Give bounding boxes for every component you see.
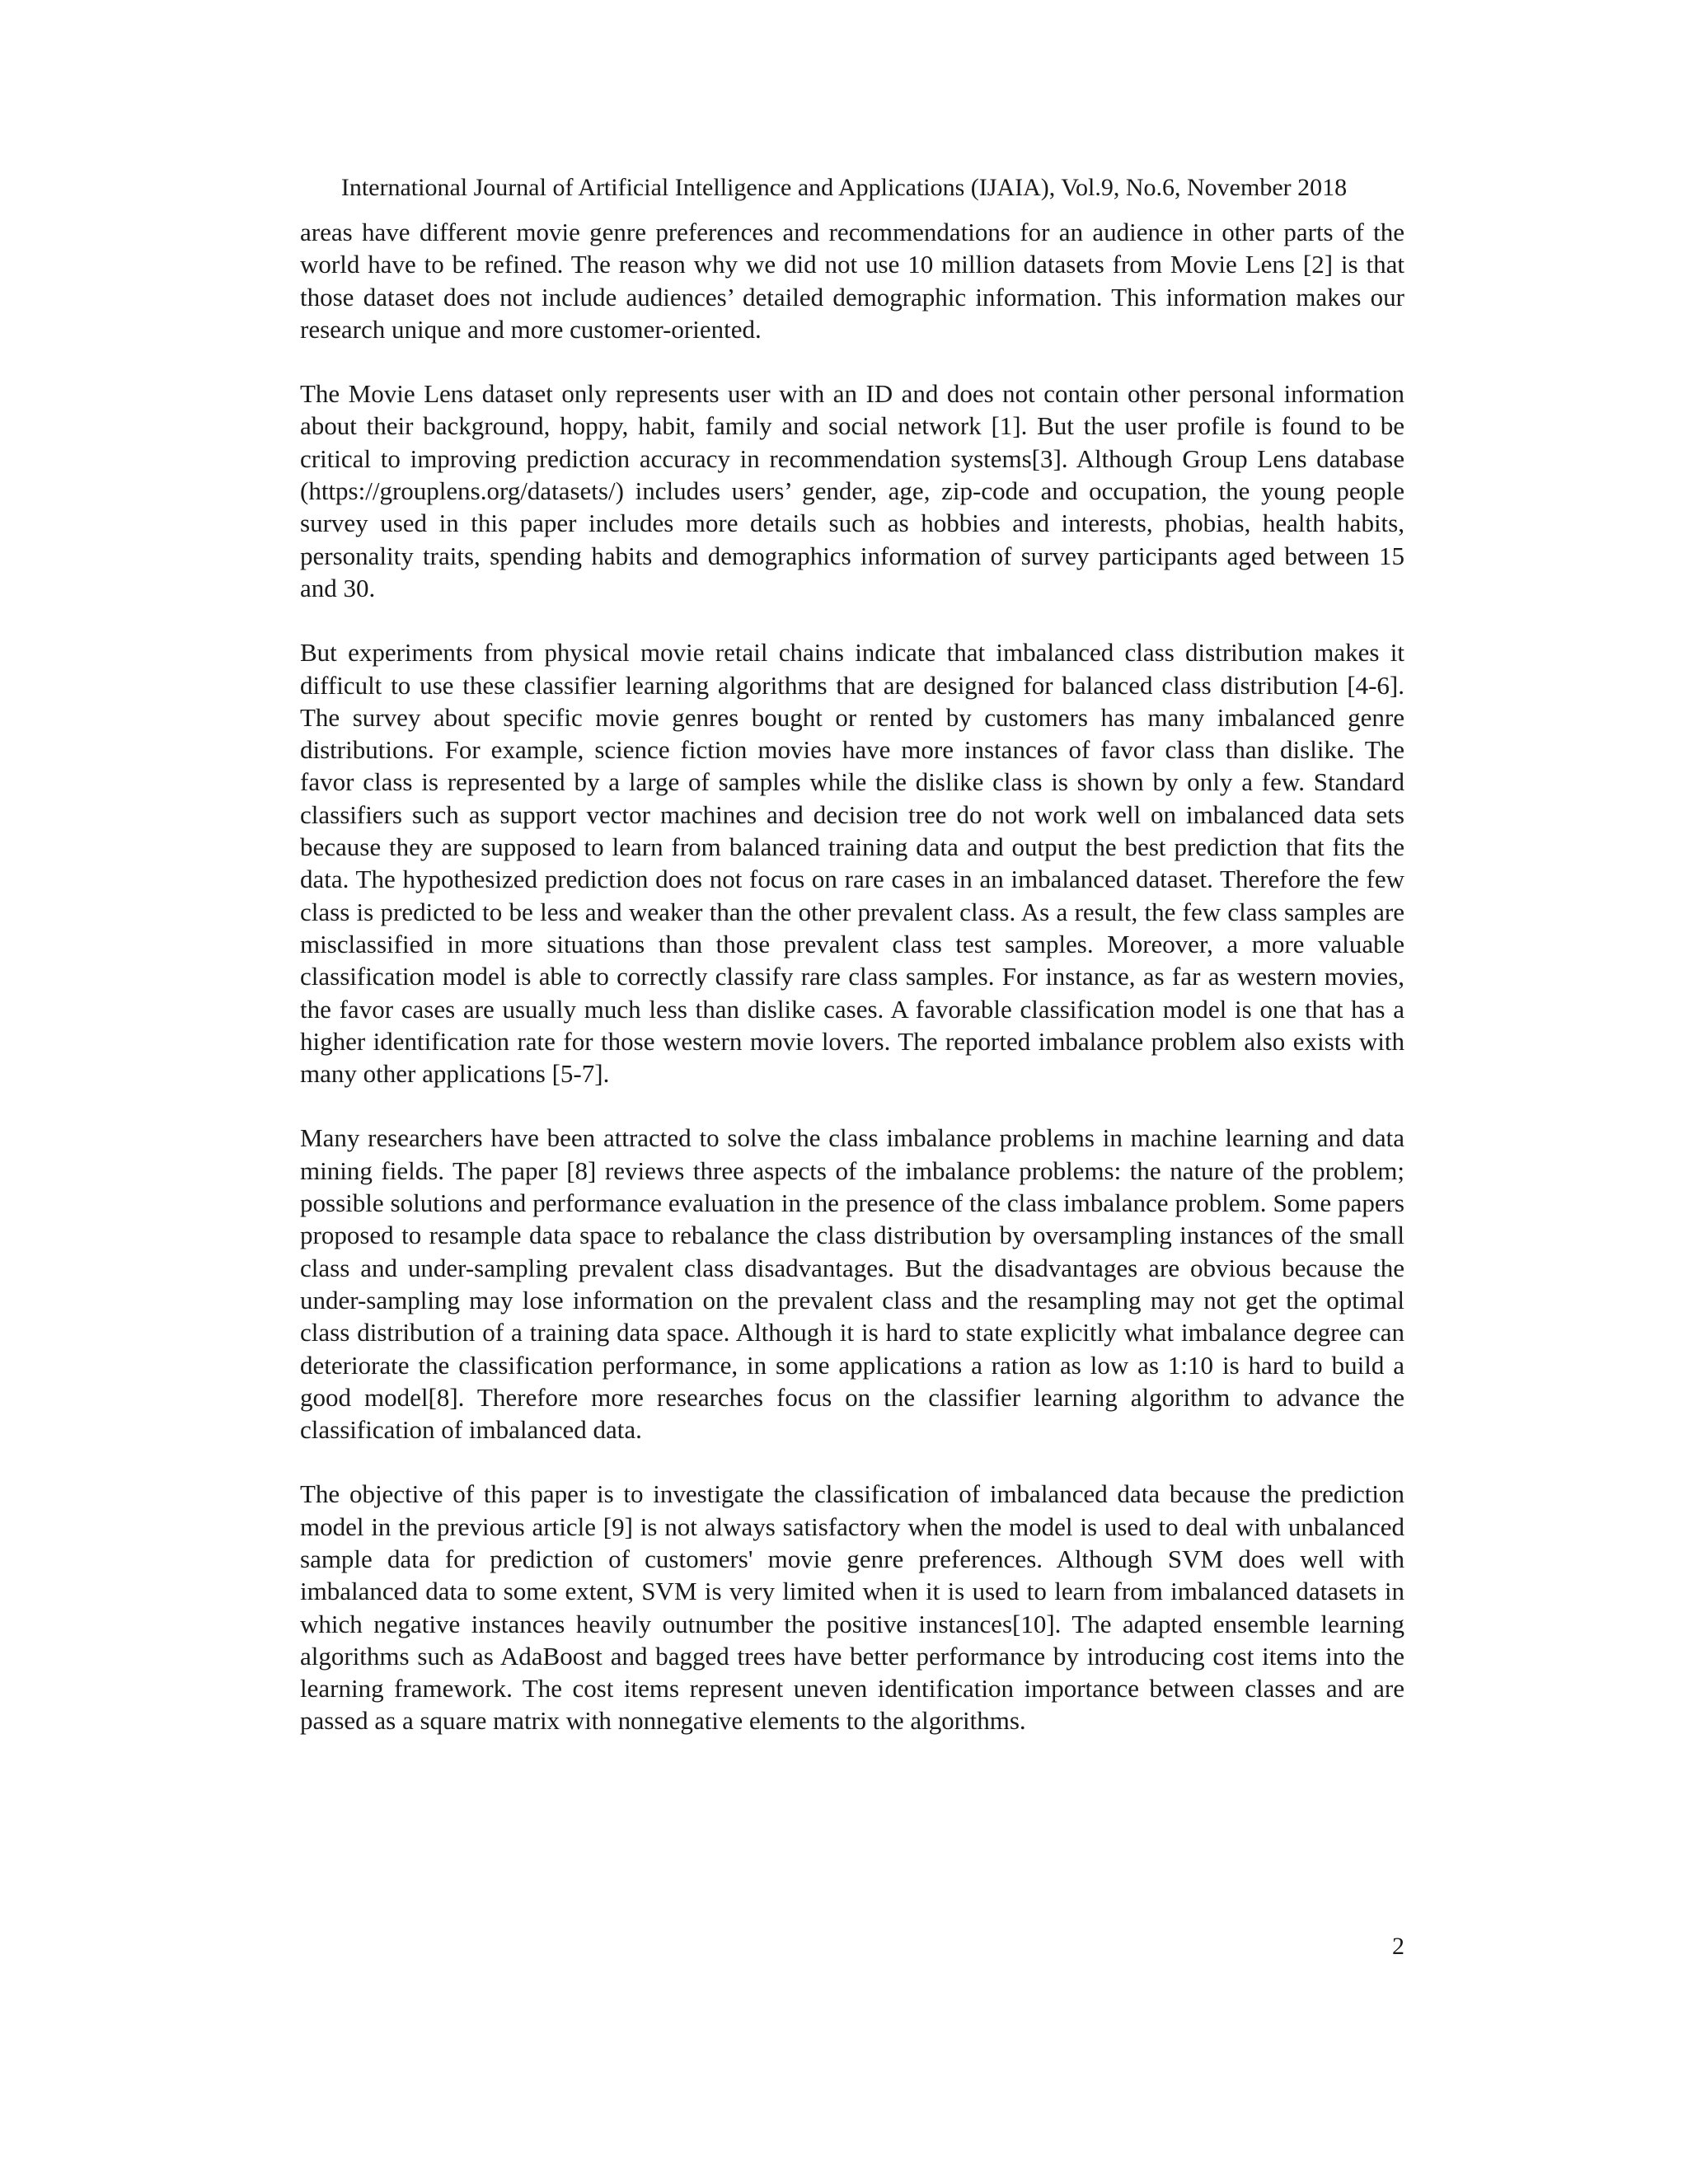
paragraph-2: The Movie Lens dataset only represents user with an ID and does not contain other personal information about their background, hoppy, habit, family and social network [1]. But the user profile is found to be critical to improving prediction accuracy in recommendation systems[3]. Although Group Lens database (https://grouplens.org/datasets/) includes users’ gender, age, zip-code and occupation, the young people survey used in this paper includes more details such as hobbies and interests, phobias, health habits, personality traits, spending habits and demographics information of survey participants aged between 15 and 30. bbox=[300, 379, 1404, 602]
page-number: 2 bbox=[1392, 1933, 1404, 1960]
paragraph-1: areas have different movie genre preferences and recommendations for an audience in other parts of the world have to be refined. The reason why we did not use 10 million datasets from Movie Lens [2] is that those dataset does not include audiences’ detailed demographic information. This information makes our research unique and more customer-oriented. bbox=[300, 218, 1404, 344]
journal-header: International Journal of Artificial Intelligence and Applications (IJAIA), Vol.9, No.6, November 2018 bbox=[340, 174, 1348, 201]
paragraph-4: Many researchers have been attracted to solve the class imbalance problems in machine learning and data mining fields. The paper [8] reviews three aspects of the imbalance problems: the nature of the problem; possible solutions and performance evaluation in the presence of the class imbalance problem. Some papers proposed to resample data space to rebalance the class distribution by oversampling instances of the small class and under-sampling prevalent class disadvantages. But the disadvantages are obvious because the under-sampling may lose information on the prevalent class and the resampling may not get the optimal class distribution of a training data space. Although it is hard to state explicitly what imbalance degree can deteriorate the classification performance, in some applications a ration as low as 1:10 is hard to build a good model[8]. Therefore more researches focus on the classifier learning algorithm to advance the classification of imbalanced data. bbox=[300, 1123, 1404, 1445]
paragraph-3: But experiments from physical movie retail chains indicate that imbalanced class distribution makes it difficult to use these classifier learning algorithms that are designed for balanced class distribution [4-6]. The survey about specific movie genres bought or rented by customers has many imbalanced genre distributions. For example, science fiction movies have more instances of favor class than dislike. The favor class is represented by a large of samples while the dislike class is shown by only a few. Standard classifiers such as support vector machines and decision tree do not work well on imbalanced data sets because they are supposed to learn from balanced training data and output the best prediction that fits the data. The hypothesized prediction does not focus on rare cases in an imbalanced dataset. Therefore the few class is predicted to be less and weaker than the other prevalent class. As a result, the few class samples are misclassified in more situations than those prevalent class test samples. Moreover, a more valuable classification model is able to correctly classify rare class samples. For instance, as far as western movies, the favor cases are usually much less than dislike cases. A favorable classification model is one that has a higher identification rate for those western movie lovers. The reported imbalance problem also exists with many other applications [5-7]. bbox=[300, 638, 1404, 1089]
paragraph-5: The objective of this paper is to investigate the classification of imbalanced data because the prediction model in the previous article [9] is not always satisfactory when the model is used to deal with unbalanced sample data for prediction of customers' movie genre preferences. Although SVM does well with imbalanced data to some extent, SVM is very limited when it is used to learn from imbalanced datasets in which negative instances heavily outnumber the positive instances[10]. The adapted ensemble learning algorithms such as AdaBoost and bagged trees have better performance by introducing cost items into the learning framework. The cost items represent uneven identification importance between classes and are passed as a square matrix with nonnegative elements to the algorithms. bbox=[300, 1479, 1404, 1736]
body-text bbox=[300, 216, 1404, 1769]
